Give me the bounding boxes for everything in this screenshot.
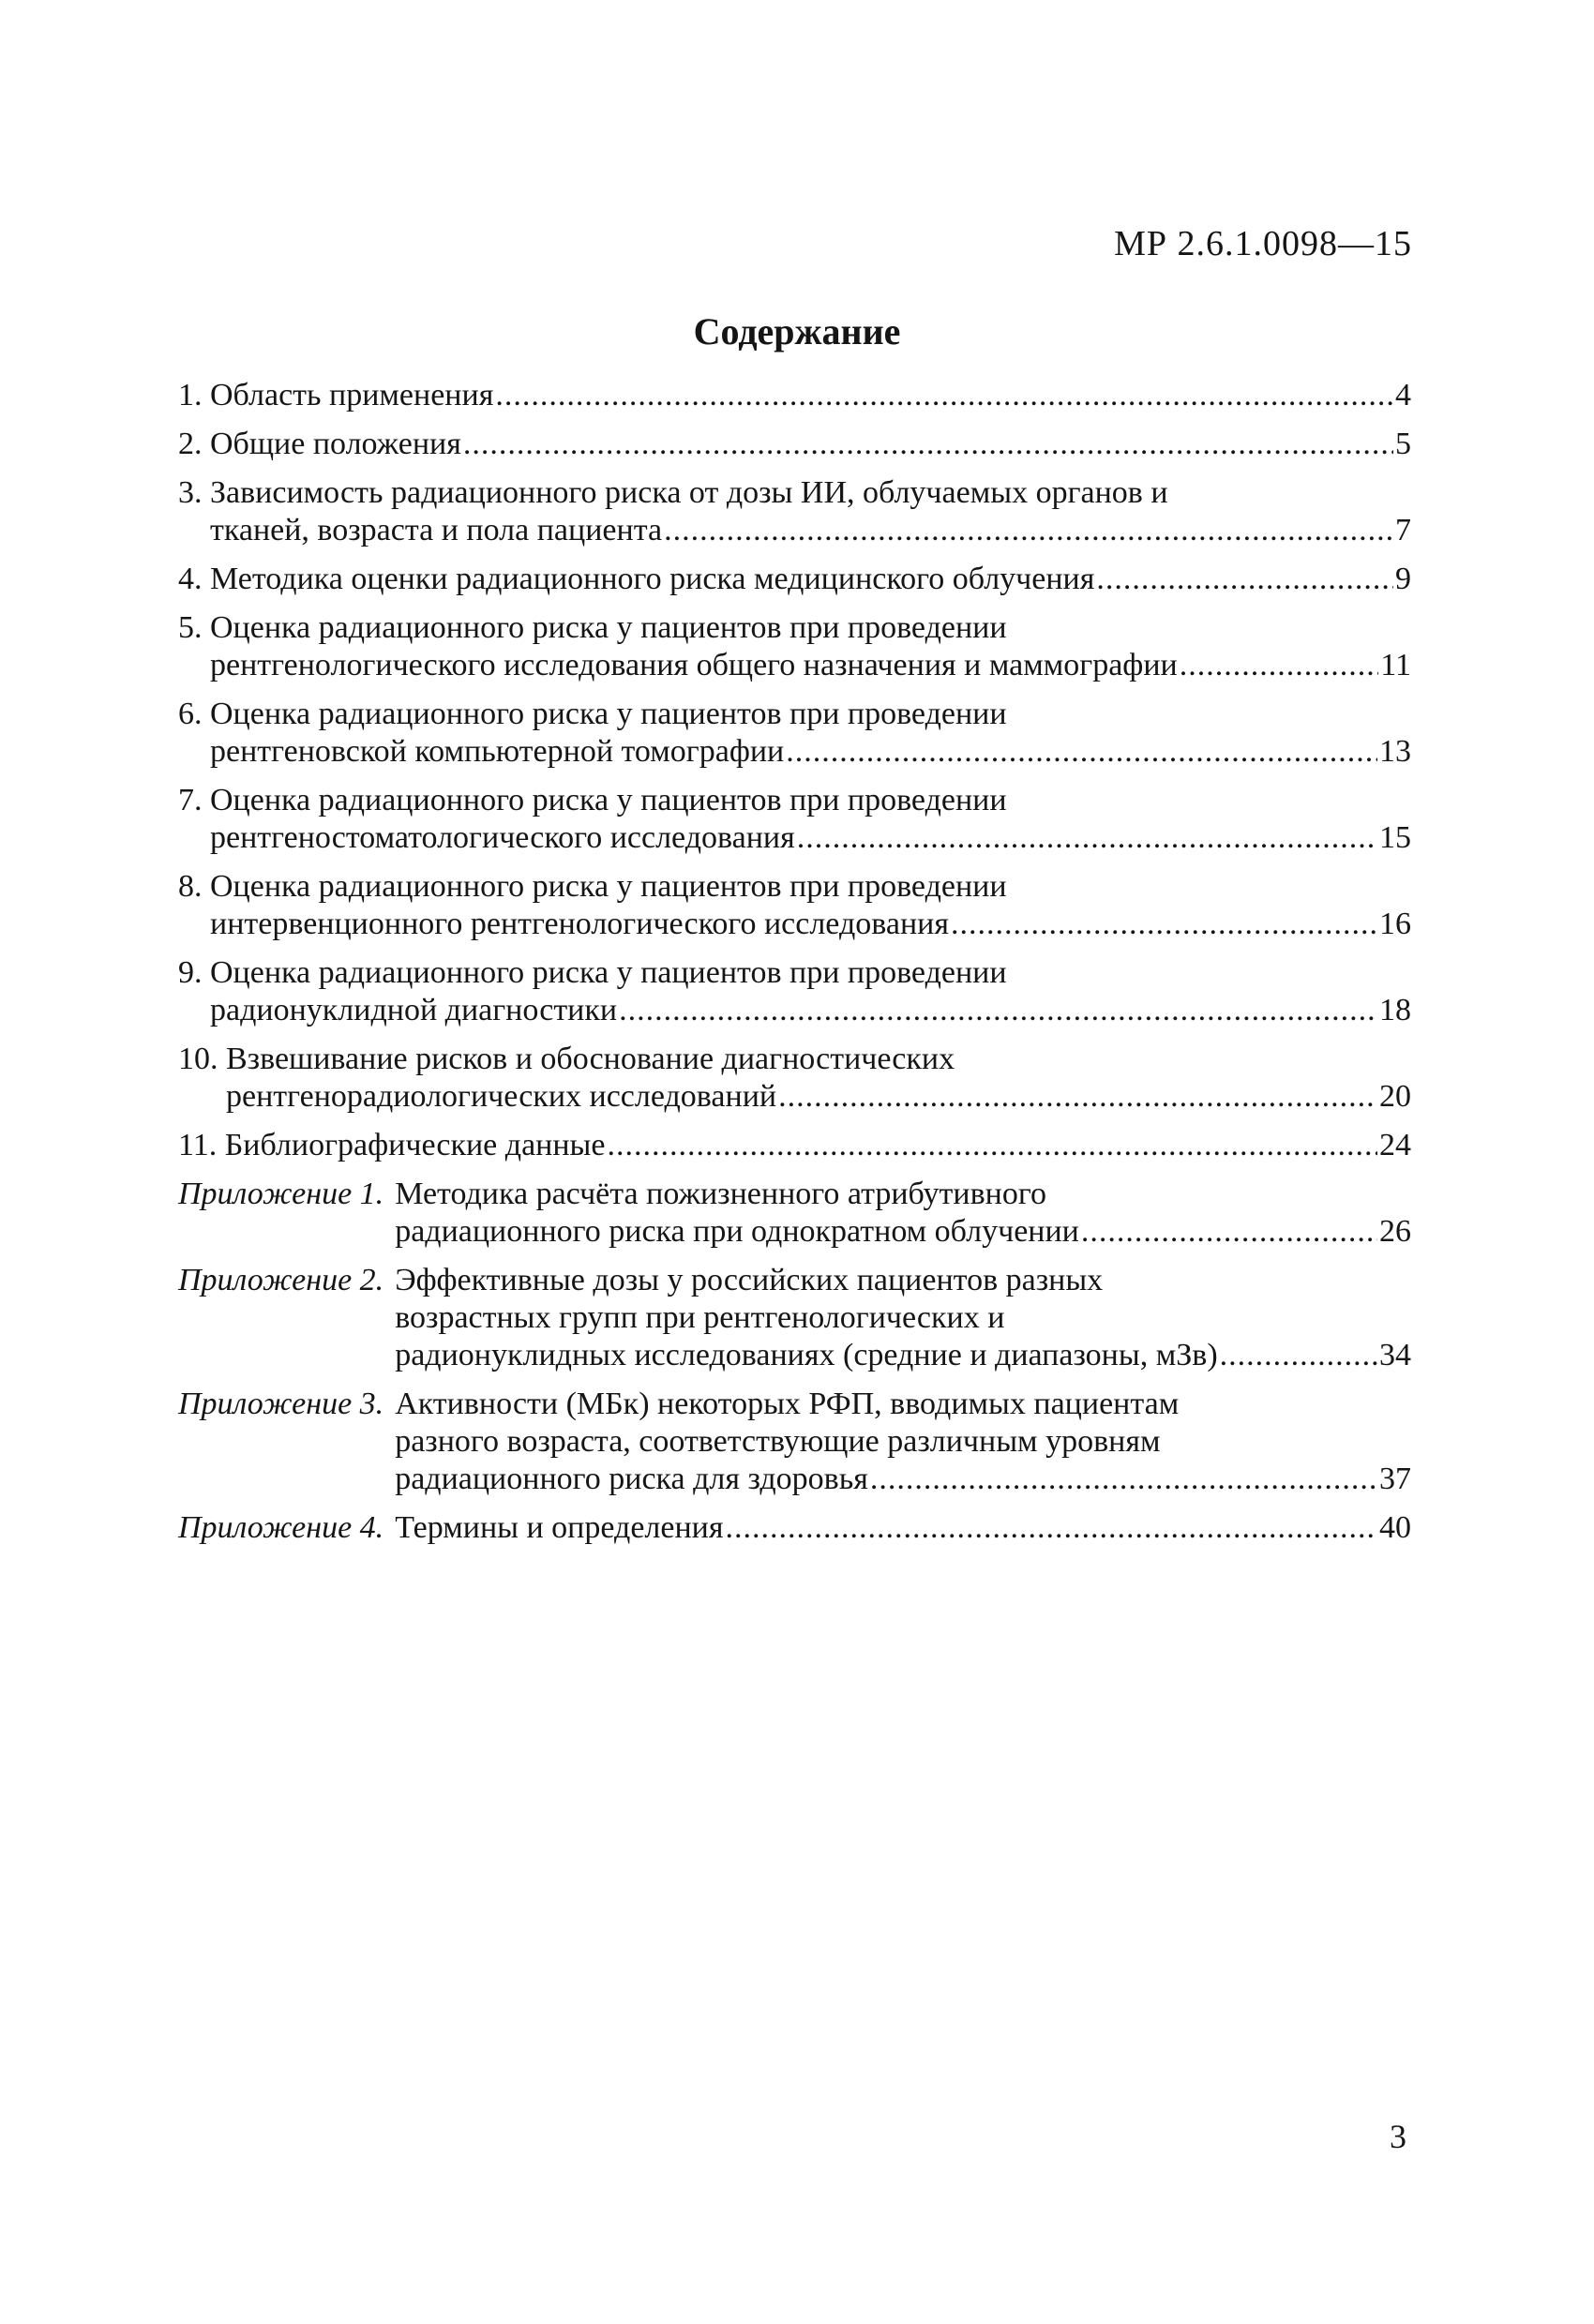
toc-entry-last-line — [395, 1509, 1411, 1547]
toc-page-number: 40 — [1379, 1510, 1411, 1545]
toc-entry[interactable] — [178, 474, 1411, 549]
toc-page-number: 37 — [1379, 1462, 1411, 1496]
toc-entry-line: Методика оценки радиационного риска медицинского облучения — [210, 562, 1095, 596]
dot-leader — [1180, 647, 1379, 684]
toc-page-number: 16 — [1379, 907, 1411, 941]
toc-entry-last-line — [210, 647, 1411, 684]
toc-entry-line: Оценка радиационного риска у пациентов при проведении — [210, 869, 1007, 904]
toc-entry-line: Взвешивание рисков и обоснование диагностических — [226, 1042, 955, 1076]
dot-leader — [1220, 1337, 1377, 1374]
toc-entry-line: радионуклидной диагностики — [210, 993, 618, 1027]
dot-leader — [870, 1461, 1377, 1498]
toc-entry-text — [210, 609, 1411, 684]
toc-entry-last-line — [210, 512, 1411, 549]
toc-appendix-label: Приложение 1. — [178, 1177, 384, 1211]
toc-entry-line: рентгенологического исследования общего назначения и маммографии — [210, 648, 1178, 682]
toc-entry-line: Активности (МБк) некоторых РФП, вводимых пациентам — [395, 1387, 1180, 1421]
toc-entry-line: Оценка радиационного риска у пациентов при проведении — [210, 697, 1007, 731]
toc-entry-last-line — [210, 561, 1411, 598]
toc-entry-last-line — [210, 992, 1411, 1029]
toc-entry-line: интервенционного рентгенологического исследования — [210, 907, 949, 941]
dot-leader — [1096, 561, 1393, 598]
toc-entry[interactable] — [178, 782, 1411, 857]
dot-leader — [797, 819, 1377, 857]
dot-leader — [619, 992, 1377, 1029]
toc-title: Содержание — [693, 310, 901, 352]
toc-entry-line: рентгеностоматологического исследования — [210, 820, 795, 855]
toc-entry[interactable] — [178, 377, 1411, 414]
toc-entry-text — [395, 1386, 1411, 1498]
toc-entry-number: 3. — [178, 475, 210, 510]
toc-entry-text — [210, 426, 1411, 463]
toc-entry-text — [395, 1509, 1411, 1547]
toc-entry-line: возрастных групп при рентгенологических и — [395, 1300, 1005, 1335]
toc-entry-number: 10. — [178, 1042, 226, 1076]
toc-entry-text — [210, 696, 1411, 771]
toc-entry[interactable] — [178, 1386, 1411, 1498]
toc-entry[interactable] — [178, 696, 1411, 771]
toc-entry[interactable] — [178, 1262, 1411, 1374]
toc-entry[interactable] — [178, 561, 1411, 598]
toc-entry[interactable] — [178, 954, 1411, 1029]
toc-entry-line: Оценка радиационного риска у пациентов при проведении — [210, 783, 1007, 817]
toc-entry-number: 11. — [178, 1128, 225, 1162]
dot-leader — [786, 733, 1377, 771]
toc-entry[interactable] — [178, 1041, 1411, 1116]
toc-entry-line: рентгенорадиологических исследований — [226, 1079, 777, 1114]
dot-leader — [495, 377, 1393, 414]
toc-entry-line: тканей, возраста и пола пациента — [210, 513, 663, 547]
toc-entry-number: 2. — [178, 427, 210, 461]
toc-entry-line: Методика расчёта пожизненного атрибутивного — [395, 1177, 1046, 1211]
toc-entry-text — [210, 954, 1411, 1029]
toc-entry-line: Оценка радиационного риска у пациентов при проведении — [210, 610, 1007, 645]
toc-page-number: 5 — [1395, 427, 1411, 461]
dot-leader — [778, 1078, 1377, 1116]
table-of-contents — [178, 377, 1411, 1558]
dot-leader — [664, 512, 1393, 549]
toc-entry-number: 9. — [178, 955, 210, 990]
toc-entry-text — [210, 868, 1411, 943]
toc-entry-number: 8. — [178, 869, 210, 904]
toc-appendix-label: Приложение 2. — [178, 1263, 384, 1297]
toc-entry-text — [225, 1127, 1411, 1164]
toc-entry-line: Область применения — [210, 378, 494, 412]
toc-entry-last-line — [395, 1461, 1411, 1498]
toc-entry-last-line — [226, 1078, 1411, 1116]
toc-entry-text — [395, 1262, 1411, 1374]
toc-entry-number: 6. — [178, 697, 210, 731]
toc-page-number: 34 — [1379, 1338, 1411, 1372]
toc-entry-line: Эффективные дозы у российских пациентов разных — [395, 1263, 1104, 1297]
toc-entry[interactable] — [178, 1509, 1411, 1547]
dot-leader — [463, 426, 1393, 463]
toc-entry-last-line — [210, 377, 1411, 414]
toc-entry-text — [210, 782, 1411, 857]
toc-entry-text — [210, 561, 1411, 598]
toc-appendix-label: Приложение 3. — [178, 1387, 384, 1421]
toc-entry[interactable] — [178, 426, 1411, 463]
toc-entry-last-line — [225, 1127, 1411, 1164]
toc-entry[interactable] — [178, 1127, 1411, 1164]
toc-page-number: 11 — [1380, 648, 1411, 682]
toc-entry-line: рентгеновской компьютерной томографии — [210, 734, 785, 769]
dot-leader — [951, 906, 1377, 943]
toc-page-number: 24 — [1379, 1128, 1411, 1162]
toc-entry-text — [210, 377, 1411, 414]
toc-entry-line: разного возраста, соответствующие различным уровням — [395, 1424, 1161, 1459]
toc-page-number: 9 — [1395, 562, 1411, 596]
toc-entry-last-line — [395, 1337, 1411, 1374]
dot-leader — [1081, 1213, 1377, 1251]
toc-entry-text — [226, 1041, 1411, 1116]
toc-entry-number: 7. — [178, 783, 210, 817]
toc-entry[interactable] — [178, 609, 1411, 684]
toc-entry-number: 1. — [178, 378, 210, 412]
toc-entry-text — [210, 474, 1411, 549]
toc-entry-text — [395, 1176, 1411, 1251]
toc-entry-number: 4. — [178, 562, 210, 596]
toc-entry-line: радиационного риска для здоровья — [395, 1462, 868, 1496]
toc-entry-last-line — [210, 906, 1411, 943]
toc-page-number: 15 — [1379, 820, 1411, 855]
toc-entry-line: Общие положения — [210, 427, 461, 461]
toc-page-number: 4 — [1395, 378, 1411, 412]
dot-leader — [726, 1509, 1378, 1547]
toc-entry-line: Оценка радиационного риска у пациентов при проведении — [210, 955, 1007, 990]
toc-entry-last-line — [210, 426, 1411, 463]
toc-entry-line: Библиографические данные — [224, 1128, 606, 1162]
toc-appendix-label: Приложение 4. — [178, 1510, 384, 1545]
toc-entry-last-line — [210, 733, 1411, 771]
toc-page-number: 20 — [1379, 1079, 1411, 1114]
toc-entry-line: радионуклидных исследованиях (средние и диапазоны, мЗв) — [395, 1338, 1218, 1372]
toc-entry-line: Термины и определения — [395, 1510, 724, 1545]
toc-entry-last-line — [395, 1213, 1411, 1251]
toc-page-number: 13 — [1379, 734, 1411, 769]
toc-entry-line: радиационного риска при однократном облучении — [395, 1214, 1079, 1249]
toc-entry[interactable] — [178, 1176, 1411, 1251]
dot-leader — [608, 1127, 1378, 1164]
toc-page-number: 18 — [1379, 993, 1411, 1027]
toc-entry-number: 5. — [178, 610, 210, 645]
toc-entry-line: Зависимость радиационного риска от дозы ИИ, облучаемых органов и — [210, 475, 1168, 510]
toc-page-number: 26 — [1379, 1214, 1411, 1249]
toc-entry[interactable] — [178, 868, 1411, 943]
toc-entry-last-line — [210, 819, 1411, 857]
document-code: МР 2.6.1.0098—15 — [1114, 224, 1412, 263]
toc-page-number: 7 — [1395, 513, 1411, 547]
page-number: 3 — [1390, 2118, 1406, 2155]
